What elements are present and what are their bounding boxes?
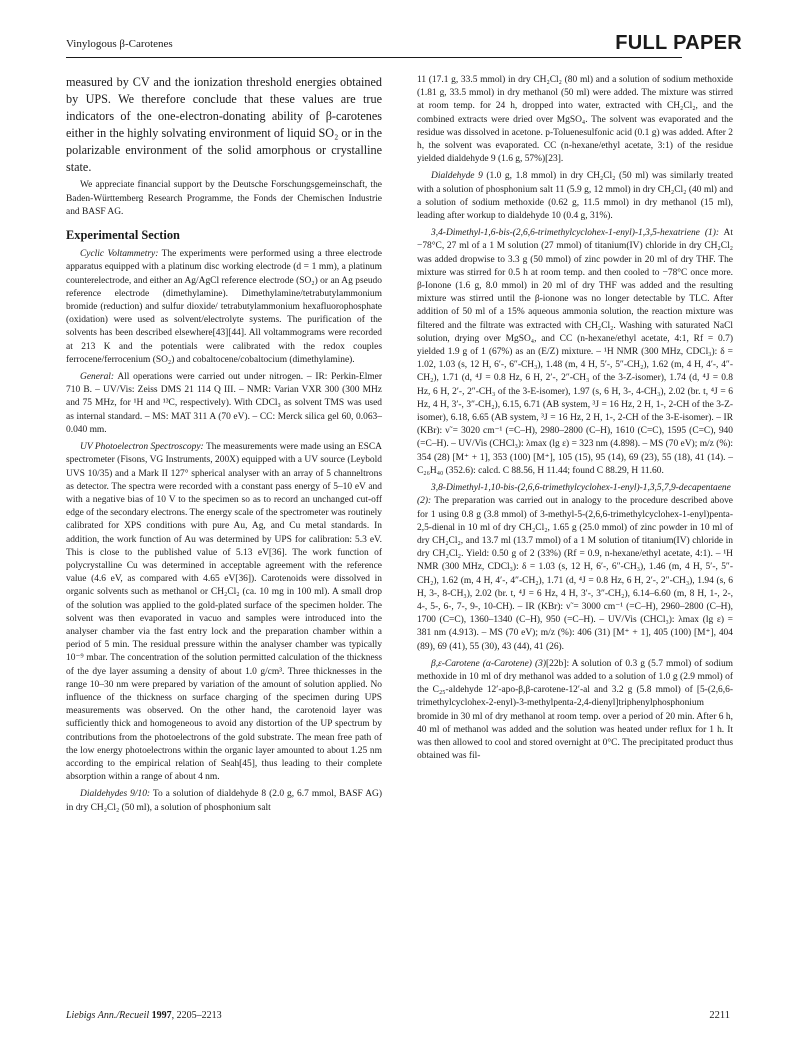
page-header <box>66 34 742 56</box>
dialdehydes-body: To a solution of dialdehyde 8 (2.0 g, 6.7 mmol, BASF AG) in dry CH₂Cl₂ (50 ml), a solution of phosphonium salt <box>66 789 382 813</box>
cv-lead: Cyclic Voltammetry: <box>80 249 159 260</box>
cv-paragraph <box>66 248 382 367</box>
compound-3-lead: β,ε-Carotene (α-Carotene) (3) <box>431 658 546 669</box>
compound-3-paragraph <box>417 658 733 764</box>
dialdehyde-9-paragraph <box>417 170 733 223</box>
compound-1-lead: 3,4-Dimethyl-1,6-bis-(2,6,6-trimethylcyclohex-1-enyl)-1,3,5-hexatriene (1): <box>431 228 720 239</box>
page-number: 2211 <box>709 1010 730 1021</box>
compound-1-paragraph <box>417 227 733 478</box>
header-rule <box>66 57 682 58</box>
acknowledgement-paragraph: We appreciate financial support by the Deutsche Forschungsgemeinschaft, the Baden-Württemberg Research Programme, the Fonds der Chemischen Industrie and BASF AG. <box>66 180 382 217</box>
left-column <box>66 74 382 819</box>
ups-paragraph <box>66 441 382 784</box>
general-paragraph <box>66 371 382 437</box>
intro-paragraph: measured by CV and the ionization threshold energies obtained by UPS. We therefore conclude that these values are true indicators of the one-electron-donating ability of β-carotenes either in the highly solvating environment of liquid SO₂ or in the polarizable environment of the solid amorphous or crystalline state. <box>66 75 383 174</box>
dialdehyde-9-body: (1.0 g, 1.8 mmol) in dry CH₂Cl₂ (50 ml) was similarly treated with a solution of phosphonium salt 11 (5.9 g, 12 mmol) in dry CH₂Cl₂ (40 ml) and a solution of sodium methoxide (0.62 g, 11.5 mmol) in dry methanol (15 ml), leading after workup to dialdehyde 10 (0.4 g, 31%). <box>417 171 733 222</box>
journal-year: 1997 <box>151 1010 172 1021</box>
ups-body: The measurements were made using an ESCA spectrometer (Fisons, VG Instruments, 200X) equipped with a UV source (Leybold UVS 10/35) and a Mark II 127° spherical analyser with an array of 5 channeltrons as detector. The spectra were recorded with a constant pass energy of 5–10 eV and with a negative bias of 10 V to the specimen so as to record an unchanged cut-off edge of the secondary electrons. The energy scale of the spectrometer was routinely calibrated for XPS conditions with pure Au, Ag, and Cu metal standards. In addition, the work function of Au was determined by UPS for calibration: 5.3 eV. This is close to the published value of 5.13 eV[36]. The work function of polycrystalline Cu was determined in acceptable agreement with the reference value (4.6 eV, as compared with 4.65 eV[36]). Carotenoids were dissolved in organic solvents such as methanol or CH₂Cl₂ (ca. 10 mg in 100 ml). A small drop of the solution was applied to the gold-plated surface of the specimen holder. The solvent was then evaporated in vacuo and samples were introduced into the analyser chamber via the fast entry lock and the preparation chamber within a period of 5 min. The residual pressure within the analyser chamber was typically 10⁻⁹ mbar. The concentration of the solution permitted calculation of the thickness of the dye layer assuming a density of about 1.0 g/cm³. Three thicknesses in the range 10–30 nm were prepared by variation of the amount of solution applied. No influence of the thickness on surface charging of the specimen during UPS measurements was observed. On the other hand, the carotenoid layer was sufficiently thick and homogeneous to avoid any distortion of the UP spectrum by contributions from the photoelectrons of the gold substrate. The mean free path of the low energy photoelectrons within the organic layer amounted to about 1.25 nm according to the empirical relation of Seah[45], thus leading to their complete absorption within a range of about 4 nm. <box>66 442 382 783</box>
section-label: FULL PAPER <box>615 32 742 54</box>
general-lead: General: <box>80 372 115 383</box>
ups-lead: UV Photoelectron Spectroscopy: <box>80 442 204 453</box>
journal-citation <box>66 1010 222 1021</box>
section-heading: Experimental Section <box>66 228 180 243</box>
dialdehyde-9-lead: Dialdehyde 9 <box>431 171 483 182</box>
compound-2-body: The preparation was carried out in analogy to the procedure described above for 1 using 0.8 g (3.8 mmol) of 3-methyl-5-(2,6,6-trimethylcyclohex-1-enyl)penta-2,5-dienal in 10 ml of dry CH₂Cl₂, 1.65 g (25.0 mmol) of zinc powder in 10 ml of dry CH₂Cl₂, and 13.7 ml (13.7 mmol) of a 1 M solution of titanium(IV) chloride in dry CH₂Cl₂. Yield: 0.50 g of 2 (33%) (Rf = 0.9, n-hexane/ethyl acetate, 4:1). – ¹H NMR (300 MHz, CDCl₃): δ = 1.03 (s, 12 H, 6′-, 6″-CH₃), 1.46 (m, 4 H, 5′-, 5″-CH₂), 1.62 (m, 4 H, 4′-, 4″-CH₂), 1.71 (d, ⁴J = 0.8 Hz, 6 H, 2′-, 2″-CH₃), 1.94 (s, 6 H, 3-, 8-CH₃), 2.02 (br. t, ⁴J = 6 Hz, 4 H, 3′-, 3″-CH₂), 6.14–6.60 (m, 8 H, 1-, 2-, 4-, 5-, 6-, 7-, 9-, 10-CH). – IR (KBr): ν̃ = 3000 cm⁻¹ (=C–H), 2960–2800 (C–H), 1700 (C=C), 1360–1340 (C–H), 950 (=C–H). – UV/Vis (CHCl₃): λmax (lg ε) = 381 nm (4.913). – MS (70 eV); m/z (%): 406 (31) [M⁺ + 1], 405 (100) [M⁺], 404 (89), 69 (41), 55 (30), 43 (44), 41 (26). <box>417 496 733 652</box>
compound-2-paragraph <box>417 482 733 654</box>
cv-body: The experiments were performed using a three electrode apparatus equipped with a platinum disc working electrode (d = 1 mm), a platinum counterelectrode, and either an Ag/AgCl reference electrode (SO₂) or an Ag pseudo reference electrode (dimethylamine). Dimethylamine/tetrabutylammonium bromide (reduction) and sulfur dioxide/ tetrabutylammonium hexafluorophosphate (oxidation) were used as solvent/electrolyte systems. The purification of the solvents has been described elsewhere[43][44]. All voltammograms were recorded at 213 K and the potentials were calibrated with the redox couples ferrocene/ferrocenium (SO₂) and cobaltocene/cobaltocium (dimethylamine). <box>66 249 382 365</box>
compound-2-lead: 3,8-Dimethyl-1,10-bis-(2,6,6-trimethylcyclohex-1-enyl)-1,3,5,7,9-decapentaene (2): <box>417 483 731 507</box>
journal-name: Liebigs Ann./Recueil <box>66 1010 150 1021</box>
compound-1-body: At −78°C, 27 ml of a 1 M solution (27 mmol) of titanium(IV) chloride in dry CH₂Cl₂ was added dropwise to 3.3 g (50 mmol) of zinc powder in 20 ml of dry THF. The mixture was stirred for 0.5 h at room temp. and then cooled to −78°C once more. β-Ionone (1.6 g, 8.0 mmol) in 20 ml of dry THF was added and the resulting mixture was stirred until the β-ionone was no longer detectable by TLC. After addition of 50 ml of a 15% aqueous ammonia solution, the reaction mixture was filtered and the filtrate was extracted with CH₂Cl₂. Washing with saturated NaCl solution, drying over MgSO₄, and CC (n-hexane/ethyl acetate, 4:1, Rf = 0.7) yielded 1.9 g of 1 (67%) as an (E/Z) mixture. – ¹H NMR (300 MHz, CDCl₃): δ = 1.02, 1.03 (s, 12 H, 6′-, 6″-CH₃), 1.48 (m, 4 H, 5′-, 5″-CH₂), 1.62 (m, 4 H, 4′-, 4″-CH₂), 1.71 (d, ⁴J = 0.8 Hz, 6 H, 2′-, 2″-CH₃ of the 3-Z-isomer), 1.74 (d, ⁴J = 0.8 Hz, 6 H, 2′-, 2″-CH₃ of the 3-E-isomer), 1.97 (s, 6 H, 3-, 4-CH₃), 2.02 (br. t, ⁴J = 6 Hz, 4 H, 3′-, 3″-CH₂), 6.15, 6.71 (AB system, ³J = 16 Hz, 2 H, 1-, 2-CH of the 3-Z-isomer), 6.18, 6.65 (AB system, ³J = 16 Hz, 2 H, 1-, 2-CH of the 3-E-isomer). – IR (KBr): ν̃ = 3020 cm⁻¹ (=C–H), 2980–2800 (C–H), 1610 (C=C), 1595 (C=C), 940 (=C–H). – UV/Vis (CHCl₃): λmax (lg ε) = 323 nm (4.898). – MS (70 eV); m/z (%): 354 (28) [M⁺ + 1], 353 (100) [M⁺], 105 (15), 95 (14), 69 (23), 55 (18), 41 (14). – C₂₆H₄₀ (352.6): calcd. C 88.56, H 11.44; found C 88.29, H 11.60. <box>417 228 733 476</box>
compound-3-body: [22b]: A solution of 0.3 g (5.7 mmol) of sodium methoxide in 10 ml of dry methanol was added to a solution of 1.0 g (2.9 mmol) of the C₂₅-aldehyde 12′-apo-β,β-carotene-12′-al and 3.2 g (5.8 mmol) of [5-(2,6,6-trimethylcyclohex-2-enyl)-3-methylpenta-2,4-dienyl]triphenylphosphonium bromide in 30 ml of dry methanol at room temp. over a period of 20 min. After 6 h, 40 ml of methanol was added and the solution was heated under reflux for 1 h. It was then allowed to cool and stored overnight at 0°C. The precipitated product thus obtained was fil- <box>417 658 733 762</box>
right-column <box>417 74 733 767</box>
dialdehydes-lead: Dialdehydes 9/10: <box>80 789 151 800</box>
continuation-paragraph: 11 (17.1 g, 33.5 mmol) in dry CH₂Cl₂ (80 ml) and a solution of sodium methoxide (1.81 g, 33.5 mmol) in dry methanol (50 ml) were added. The mixture was stirred at room temp. for 24 h, dropped into water, extracted with CH₂Cl₂, and the combined extracts were dried over MgSO₄. The solvent was evaporated and the residue was dissolved in acetone. p-Toluenesulfonic acid (0.1 g) was added. After 2 h, the solvent was evaporated. CC (n-hexane/ethyl acetate, 3:1) of the residue yielded dialdehyde 9 (1.6 g, 57%)[23]. <box>417 75 733 165</box>
journal-pages: , 2205–2213 <box>171 1010 222 1021</box>
dialdehydes-paragraph <box>66 788 382 814</box>
general-body: All operations were carried out under nitrogen. – IR: Perkin-Elmer 710 B. – UV/Vis: Zeiss DMS 21 114 Q III. – NMR: Varian VXR 300 (300 MHz and 75 MHz, for ¹H and ¹³C, respectively). With CDCl₃ as solvent TMS was used as internal standard. – MS: MAT 311 A (70 eV). – CC: Merck silica gel 60, 0.063–0.040 mm. <box>66 372 382 435</box>
running-title: Vinylogous β-Carotenes <box>66 38 173 50</box>
